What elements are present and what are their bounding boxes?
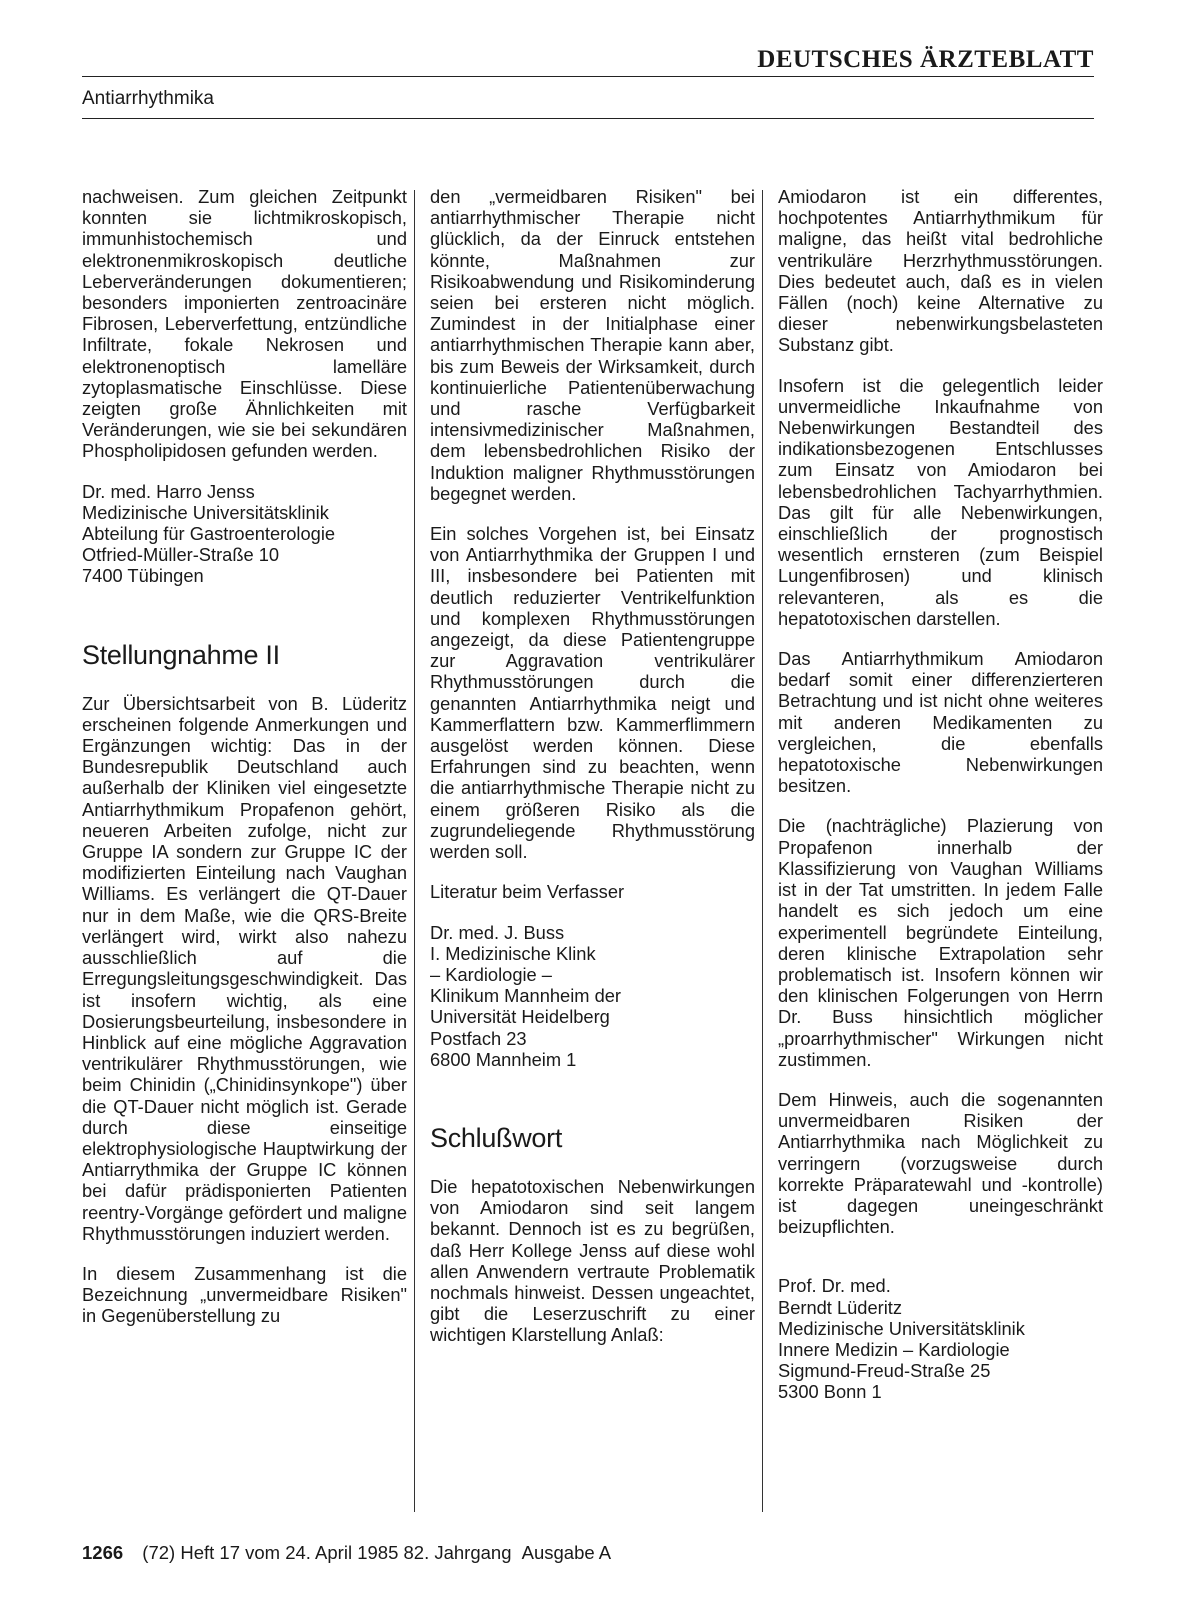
text-column-2 (430, 186, 755, 1365)
section-label: Antiarrhythmika (82, 88, 214, 109)
paragraph: Die hepatotoxischen Nebenwirkungen von Amiodaron sind seit langem bekannt. Dennoch ist es zu begrüßen, daß Herr Kollege Jenss auf diese wohl allen Anwendern vertraute Problematik nochmals hinweist. Dessen ungeachtet, gibt die Leserzuschrift zu einer wichtigen Klarstellung Anlaß: (430, 1175, 755, 1346)
section-heading: Stellungnahme II (82, 639, 280, 670)
author-address-luederitz (778, 1275, 1103, 1402)
paragraph: Amiodaron ist ein differentes, hochpotentes Antiarrhythmikum für maligne, das heißt vital bedrohliche ventrikuläre Herzrhythmusstörungen. Dies bedeutet auch, daß es in vielen Fällen (noch) keine Alternative zu dieser nebenwirkungsbelasteten Substanz gibt. (778, 186, 1103, 356)
address-line: Otfried-Müller-Straße 10 (82, 544, 280, 566)
text-column-3 (778, 186, 1103, 1422)
header-rule-top (82, 76, 1094, 77)
paragraph: In diesem Zusammenhang ist die Bezeichnung „unvermeidbare Risiken" in Gegenüberstellung zu (82, 1262, 407, 1327)
text-column-1 (82, 186, 407, 1346)
edition-label: Ausgabe A (521, 1542, 612, 1563)
address-line: Medizinische Universitätsklinik (82, 501, 329, 523)
author-address-buss (430, 922, 755, 1070)
section-heading: Schlußwort (430, 1122, 563, 1153)
address-line: Innere Medizin – Kardiologie (778, 1338, 1010, 1360)
address-line: Postfach 23 (430, 1027, 527, 1049)
address-line: 7400 Tübingen (82, 565, 204, 587)
address-line: Medizinische Universitätsklinik (778, 1317, 1025, 1339)
address-line: 5300 Bonn 1 (778, 1381, 882, 1403)
address-line: Abteilung für Gastroenterologie (82, 523, 336, 545)
paragraph: Zur Übersichtsarbeit von B. Lüderitz erscheinen folgende Anmerkungen und Ergänzungen wichtig: Das in der Bundesrepublik Deutschland auch außerhalb der Kliniken viel eingesetzte Antiarrhythmikum Propafenon gehört, neueren Arbeiten zufolge, nicht zur Gruppe IA sondern zur Gruppe IC der modifizierten Einteilung nach Vaughan Williams. Es verlängert die QT-Dauer nur in dem Maße, wie die QRS-Breite verlängert wird, wirkt also nahezu ausschließlich auf die Erregungsleitungsgeschwindigkeit. Das ist insofern wichtig, als eine Dosierungsbeurteilung, insbesondere in Hinblick auf eine mögliche Aggravation ventrikulärer Rhythmusstörungen, wie beim Chinidin („Chinidinsynkope") über die QT-Dauer nicht möglich ist. Gerade durch diese einseitige elektrophysiologische Hauptwirkung der Antiarrythmika der Gruppe IC können bei dafür prädisponierten Patienten reentry-Vorgänge gefördert und maligne Rhythmusstörungen induziert werden. (82, 692, 407, 1244)
column-divider-2 (762, 190, 763, 1512)
page-footer (82, 1542, 617, 1564)
paragraph: den „vermeidbaren Risiken" bei antiarrhythmischer Therapie nicht glücklich, da der Einruck entstehen könnte, Maßnahmen zur Risikoabwendung und Risikominderung seien bei ersteren nicht möglich. Zumindest in der Initialphase einer antiarrhythmischen Therapie kann aber, bis zum Beweis der Wirksamkeit, durch kontinuierliche Patientenüberwachung und rasche Verfügbarkeit intensivmedizinischer Maßnahmen, dem lebensbedrohlichen Risiko der Induktion maligner Rhythmusstörungen begegnet werden. (430, 186, 755, 504)
header-rule-bottom (82, 118, 1094, 119)
address-line: I. Medizinische Klink (430, 942, 596, 964)
address-line: Dr. med. Harro Jenss (82, 480, 255, 502)
paragraph: Dem Hinweis, auch die sogenannten unvermeidbaren Risiken der Antiarrhythmika nach Möglichkeit zu verringern (vorzugsweise durch korrekte Präparatewahl und -kontrolle) ist dagegen uneingeschränkt beizupflichten. (778, 1088, 1103, 1238)
address-line: – Kardiologie – (430, 963, 552, 985)
address-line: 6800 Mannheim 1 (430, 1048, 577, 1070)
address-line: Dr. med. J. Buss (430, 921, 565, 943)
journal-masthead: DEUTSCHES ÄRZTEBLATT (757, 46, 1094, 73)
literature-note: Literatur beim Verfasser (430, 881, 625, 903)
paragraph: Insofern ist die gelegentlich leider unvermeidliche Inkaufnahme von Nebenwirkungen Bestandteil des indikationsbezogenen Entschlusses zum Einsatz von Amiodaron bei lebensbedrohlichen Tachyarrhythmien. Das gilt für alle Nebenwirkungen, einschließlich der prognostisch wesentlich ernsteren (zum Beispiel Lungenfibrosen) und klinisch relevanteren, als es die hepatotoxischen darstellen. (778, 374, 1103, 629)
author-address-jenss (82, 481, 407, 587)
paragraph: Das Antiarrhythmikum Amiodaron bedarf somit einer differenzierteren Betrachtung und ist nicht ohne weiteres mit anderen Medikamenten zu vergleichen, die ebenfalls hepatotoxische Nebenwirkungen besitzen. (778, 648, 1103, 797)
issue-info: (72) Heft 17 vom 24. April 1985 82. Jahrgang (142, 1542, 512, 1563)
paragraph: Ein solches Vorgehen ist, bei Einsatz von Antiarrhythmika der Gruppen I und III, insbesondere bei Patienten mit deutlich reduzierter Ventrikelfunktion und komplexen Rhythmusstörungen angezeigt, da diese Patientengruppe zur Aggravation ventrikulärer Rhythmusstörungen durch die genannten Antiarrhythmika neigt und Kammerflattern bzw. Kammerflimmern ausgelöst werden können. Diese Erfahrungen sind zu beachten, wenn die antiarrhythmische Therapie nicht zu einem größeren Risiko als die zugrundeliegende Rhythmusstörung werden soll. (430, 523, 755, 863)
address-line: Universität Heidelberg (430, 1006, 610, 1028)
paragraph: Die (nachträgliche) Plazierung von Propafenon innerhalb der Klassifizierung von Vaughan Williams ist in der Tat umstritten. In jedem Falle handelt es sich jedoch um eine experimentell begründete Einteilung, deren klinische Extrapolation sehr problematisch ist. Insofern können wir den klinischen Folgerungen von Herrn Dr. Buss hinsichtlich möglicher „proarrhythmischer" Wirkungen nicht zustimmen. (778, 815, 1103, 1070)
address-line: Berndt Lüderitz (778, 1296, 902, 1318)
paragraph: nachweisen. Zum gleichen Zeitpunkt konnten sie lichtmikroskopisch, immunhistochemisch und elektronenmikroskopisch deutliche Leberveränderungen dokumentieren; besonders imponierten zentroacinäre Fibrosen, Leberverfettung, entzündliche Infiltrate, fokale Nekrosen und elektronenoptisch lamelläre zytoplasmatische Einschlüsse. Diese zeigten große Ähnlichkeiten mit Veränderungen, wie sie bei sekundären Phospholipidosen gefunden werden. (82, 186, 407, 462)
page-number: 1266 (82, 1542, 124, 1563)
address-line: Klinikum Mannheim der (430, 985, 622, 1007)
address-line: Sigmund-Freud-Straße 25 (778, 1360, 991, 1382)
address-line: Prof. Dr. med. (778, 1275, 891, 1297)
column-divider-1 (414, 190, 415, 1512)
